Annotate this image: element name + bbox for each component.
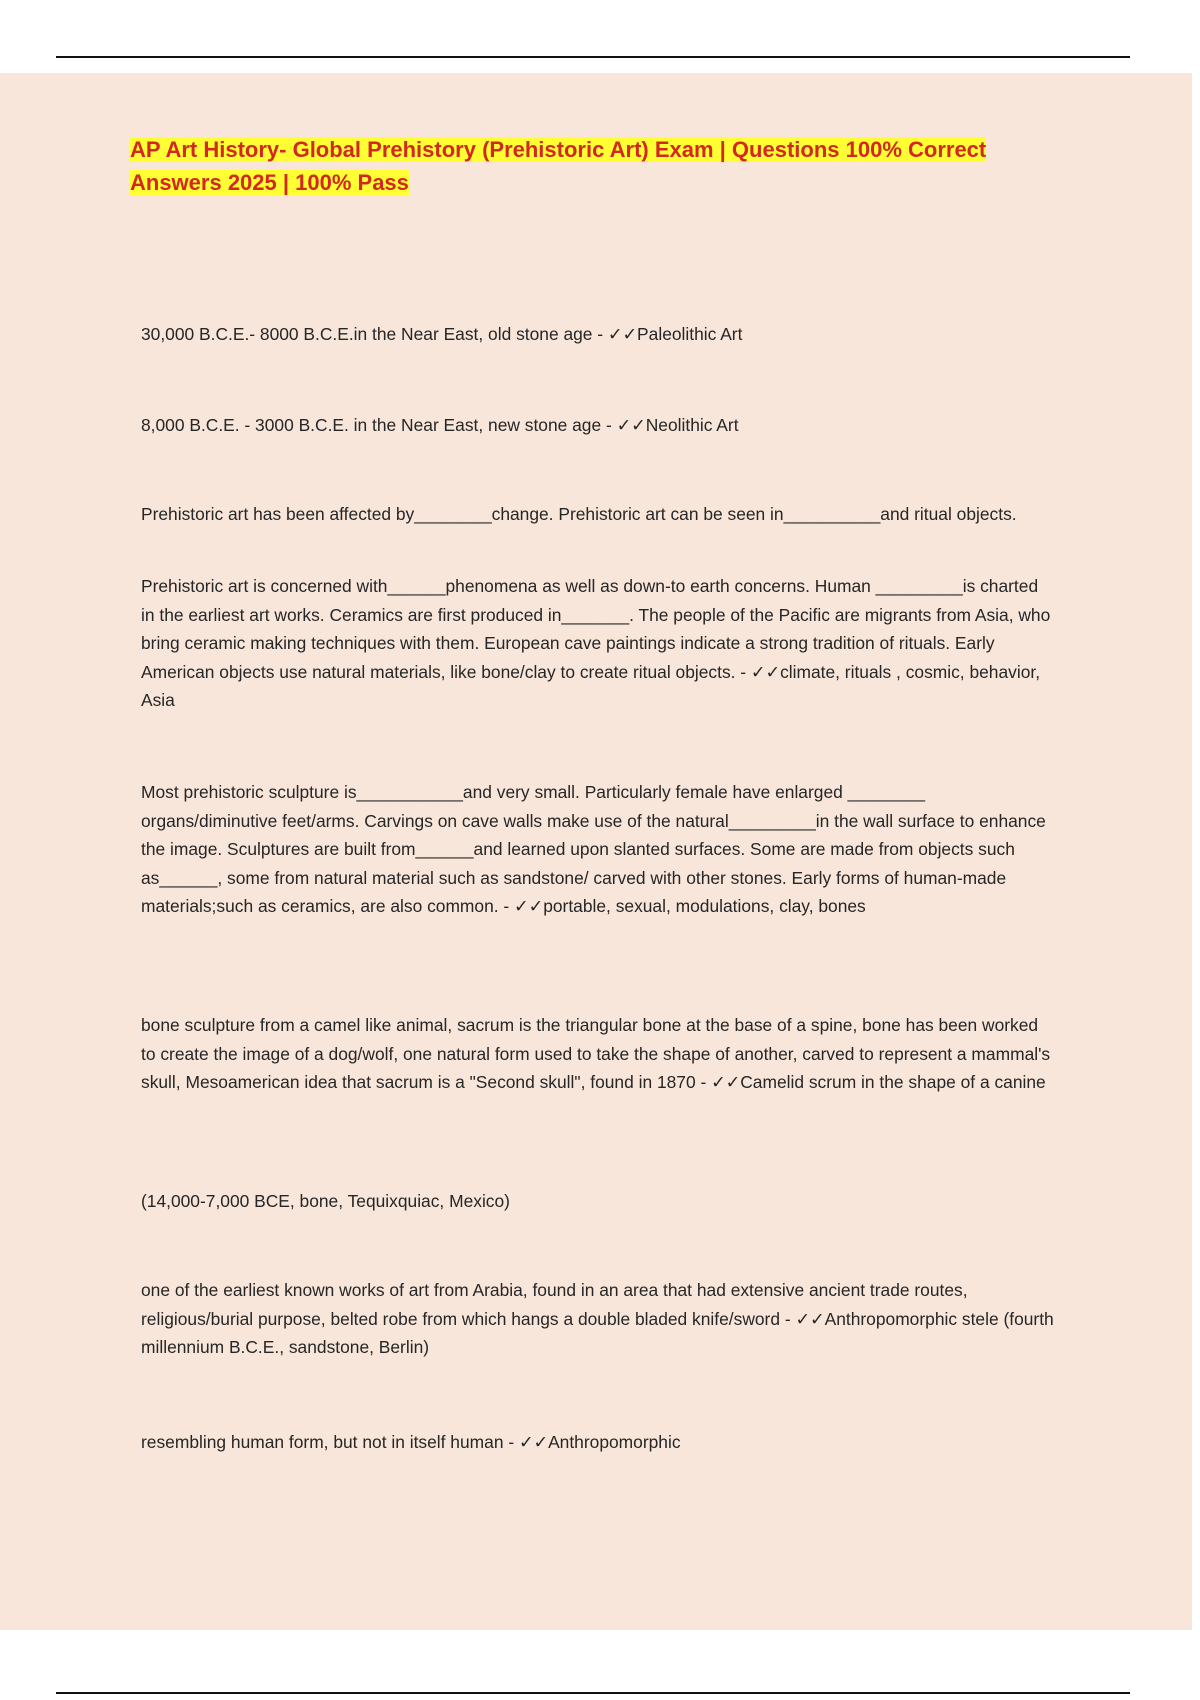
footer-rule [56,1692,1130,1694]
qa-prehistoric-change: Prehistoric art has been affected by________change. Prehistoric art can be seen in__________and ritual objects. [141,504,1017,524]
qa-prehistoric-concerns: Prehistoric art is concerned with______phenomena as well as down-to earth concerns. Human _________is charted in the earliest art works. Ceramics are first produced in_______. The people of the Pacific are migrants from Asia, who bring ceramic making techniques with them. European cave paintings indicate a strong tradition of rituals. Early American objects use natural materials, like bone/clay to create ritual objects. - ✓✓climate, rituals , cosmic, behavior, Asia [141,576,1051,710]
qa-camelid-sacrum: bone sculpture from a camel like animal, sacrum is the triangular bone at the base of a spine, bone has been worked to create the image of a dog/wolf, one natural form used to take the shape of another, carved to represent a mammal's skull, Mesoamerican idea that sacrum is a "Second skull", found in 1870 - ✓✓Camelid scrum in the shape of a canine [141,1015,1051,1092]
qa-neolithic: 8,000 B.C.E. - 3000 B.C.E. in the Near East, new stone age - ✓✓Neolithic Art [141,415,739,435]
qa-anthropomorphic: resembling human form, but not in itself human - ✓✓Anthropomorphic [141,1432,681,1452]
qa-anthropomorphic-stele: one of the earliest known works of art from Arabia, found in an area that had extensive ancient trade routes, religious/burial purpose, belted robe from which hangs a double bladed knife/sword - ✓✓Anthropomorphic stele (fourth millennium B.C.E., sandstone, Berlin) [141,1280,1054,1357]
qa-camelid-date: (14,000-7,000 BCE, bone, Tequixquiac, Mexico) [141,1191,510,1211]
qa-prehistoric-sculpture: Most prehistoric sculpture is___________and very small. Particularly female have enlarged ________ organs/diminutive feet/arms. Carvings on cave walls make use of the natural_________in the wall surface to enhance the image. Sculptures are built from______and learned upon slanted surfaces. Some are made from objects such as______, some from natural material such as sandstone/ carved with other stones. Early forms of human-made materials;such as ceramics, are also common. - ✓✓portable, sexual, modulations, clay, bones [141,782,1046,916]
header-rule [56,56,1130,58]
document-title [130,133,1070,199]
title-highlight: AP Art History- Global Prehistory (Prehistoric Art) Exam | Questions 100% Correct Answers 2025 | 100% Pass [130,137,987,195]
qa-paleolithic: 30,000 B.C.E.- 8000 B.C.E.in the Near East, old stone age - ✓✓Paleolithic Art [141,324,743,344]
